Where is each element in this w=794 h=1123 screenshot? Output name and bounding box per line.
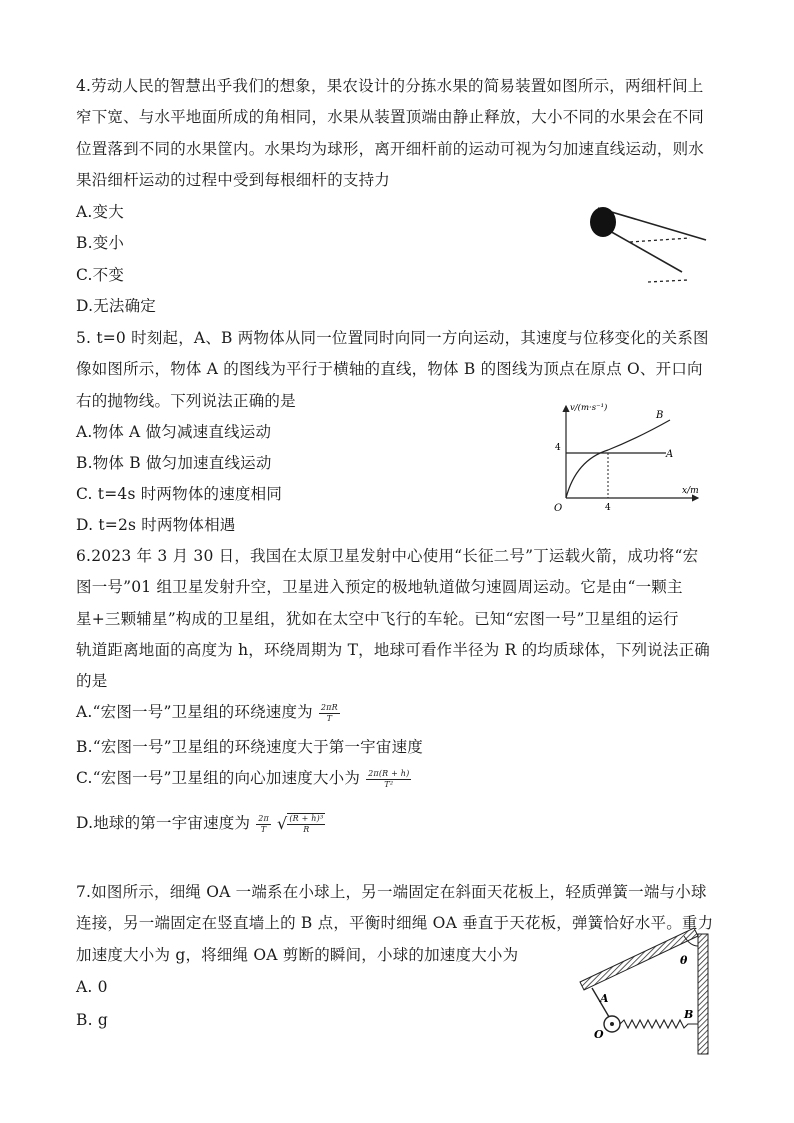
lower-rod: [608, 230, 682, 272]
q5-stem-line-3: 右的抛物线。下列说法正确的是: [76, 392, 296, 410]
fruit-sorter-figure: [578, 200, 708, 290]
q4-option-c: C.不变: [76, 266, 125, 284]
q7-stem-line-3: 加速度大小为 g，将细绳 OA 剪断的瞬间，小球的加速度大小为: [76, 946, 519, 964]
q6-option-d: [76, 813, 325, 835]
q6-stem-line-3: 星+三颗辅星”构成的卫星组，犹如在太空中飞行的车轮。已知“宏图一号”卫星组的运行: [76, 610, 679, 628]
q6-stem-line-4: 轨道距离地面的高度为 h，环绕周期为 T，地球可看作半径为 R 的均质球体，下列说法正确: [76, 641, 711, 659]
q6-stem-line-2: 图一号”01 组卫星发射升空，卫星进入预定的极地轨道做匀速圆周运动。它是由“一颗主: [76, 578, 683, 596]
q5-stem-line-1: 5. t=0 时刻起，A、B 两物体从同一位置同时向同一方向运动，其速度与位移变化的关系图: [76, 329, 709, 347]
q6-stem-line-1: 6.2023 年 3 月 30 日，我国在太原卫星发射中心使用“长征二号”丁运载火箭，成功将“宏: [76, 547, 699, 565]
x-tick-4: 4: [605, 503, 611, 513]
label-theta: θ: [680, 954, 688, 967]
q7-stem-line-2: 连接，另一端固定在竖直墙上的 B 点，平衡时细绳 OA 垂直于天花板，弹簧恰好水平。重力: [76, 914, 714, 932]
y-tick-4: 4: [555, 443, 561, 453]
label-b: B: [656, 410, 664, 421]
label-a: A: [600, 992, 609, 1005]
q4-option-a: A.变大: [76, 203, 124, 221]
q6-option-c: [76, 768, 411, 790]
curve-b: [566, 420, 670, 498]
label-o: O: [594, 1028, 604, 1041]
frac-numerator: 2π(R + h): [368, 768, 410, 778]
q6-option-d-text: D.地球的第一宇宙速度为: [76, 814, 251, 832]
spring: [620, 1020, 698, 1028]
label-b: B: [684, 1008, 694, 1021]
vertical-wall: [698, 934, 708, 1054]
q6-stem-line-5: 的是: [76, 672, 108, 690]
q5-option-c: C. t=4s 时两物体的速度相同: [76, 485, 283, 503]
q6-option-c-fraction: [366, 769, 411, 790]
q7-stem-line-1: 7.如图所示，细绳 OA 一端系在小球上，另一端固定在斜面天花板上，轻质弹簧一端与小球: [76, 883, 707, 901]
ball-center: [610, 1022, 614, 1026]
q5-option-b: B.物体 B 做匀加速直线运动: [76, 454, 272, 472]
q6-option-d-fraction: [256, 814, 271, 835]
q6-option-a: [76, 702, 340, 724]
frac-numerator: (R + h)³: [289, 814, 324, 823]
q4-stem-line-2: 窄下宽、与水平地面所成的角相同，水果从装置顶端由静止释放，大小不同的水果会在不同: [76, 108, 705, 126]
frac-denominator: T: [326, 713, 333, 723]
fruit-ball: [590, 207, 616, 237]
velocity-displacement-graph: [548, 398, 712, 520]
frac-denominator: T: [260, 824, 267, 834]
q5-option-a: A.物体 A 做匀减速直线运动: [76, 423, 272, 441]
q6-option-a-fraction: [319, 703, 340, 724]
label-a: A: [666, 449, 674, 460]
sqrt-radical: √ $\frac{\text{(R + h)³}}{R}$: [276, 814, 324, 834]
q6-option-c-text: C.“宏图一号”卫星组的向心加速度大小为: [76, 769, 361, 787]
q5-stem-line-2: 像如图所示，物体 A 的图线为平行于横轴的直线，物体 B 的图线为顶点在原点 O、开口向: [76, 360, 703, 378]
q4-option-b: B.变小: [76, 234, 125, 252]
v-axis-label: v/(m·s⁻¹): [570, 403, 608, 413]
frac-denominator: R: [303, 825, 310, 834]
q7-option-a: A. 0: [76, 978, 108, 996]
q4-stem-line-1: 4.劳动人民的智慧出乎我们的想象，果农设计的分拣水果的简易装置如图所示，两细杆间上: [76, 77, 704, 95]
q6-option-b: B.“宏图一号”卫星组的环绕速度大于第一宇宙速度: [76, 738, 423, 756]
spring-ball-figure: [572, 922, 720, 1058]
origin-label: O: [554, 503, 563, 514]
q4-stem-line-3: 位置落到不同的水果筐内。水果均为球形，离开细杆前的运动可视为匀加速直线运动，则水: [76, 140, 705, 158]
lower-dashed-line: [648, 280, 688, 282]
q4-stem-line-4: 果沿细杆运动的过程中受到每根细杆的支持力: [76, 171, 391, 189]
upper-dashed-line: [630, 238, 690, 242]
frac-denominator: T²: [384, 779, 394, 789]
frac-numerator: 2π: [258, 813, 269, 823]
q6-option-a-text: A.“宏图一号”卫星组的环绕速度为: [76, 703, 313, 721]
q5-option-d: D. t=2s 时两物体相遇: [76, 516, 236, 534]
q7-option-b: B. g: [76, 1011, 108, 1029]
x-axis-label: x/m: [682, 486, 699, 496]
q4-option-d: D.无法确定: [76, 297, 157, 315]
frac-numerator: 2πR: [320, 702, 338, 712]
sqrt-fraction: [287, 813, 325, 835]
